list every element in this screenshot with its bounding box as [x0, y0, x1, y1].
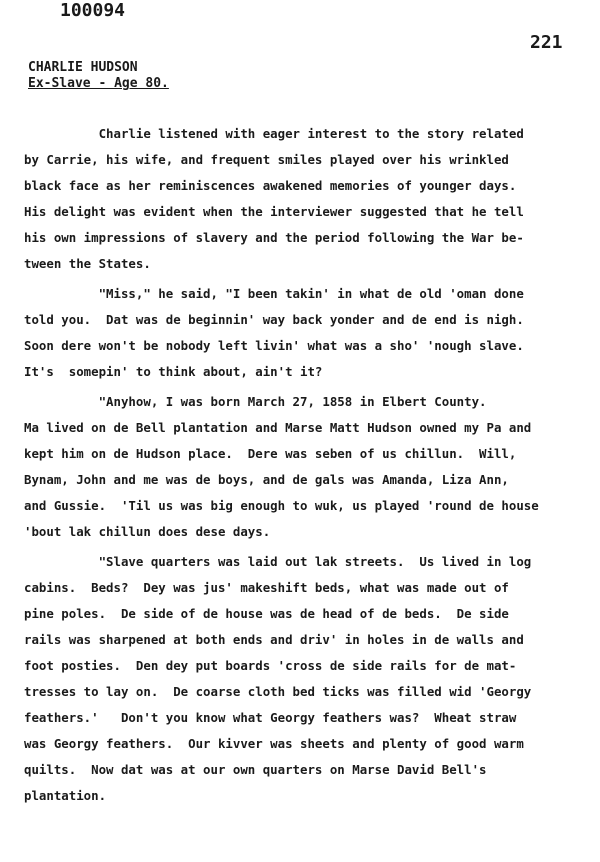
text-line: black face as her reminiscences awakened memories of younger days. — [24, 178, 517, 193]
text-line: cabins. Beds? Dey was jus' makeshift beds, what was made out of — [24, 580, 509, 595]
text-line: tween the States. — [24, 256, 151, 271]
text-line: Bynam, John and me was de boys, and de gals was Amanda, Liza Ann, — [24, 472, 509, 487]
text-line: his own impressions of slavery and the period following the War be- — [24, 230, 524, 245]
text-line: kept him on de Hudson place. Dere was seben of us chillun. Will, — [24, 446, 517, 461]
text-line: feathers.' Don't you know what Georgy feathers was? Wheat straw — [24, 710, 517, 725]
text-line: pine poles. De side of de house was de head of de beds. De side — [24, 606, 509, 621]
text-line: "Miss," he said, "I been takin' in what de old 'oman done — [24, 286, 524, 301]
file-number: 100094 — [60, 0, 126, 21]
subject-name: CHARLIE HUDSON — [28, 60, 138, 75]
text-line: foot posties. Den dey put boards 'cross de side rails for de mat- — [24, 658, 517, 673]
text-line: Ma lived on de Bell plantation and Marse Matt Hudson owned my Pa and — [24, 420, 532, 435]
page-number: 221 — [530, 32, 563, 53]
text-line: It's somepin' to think about, ain't it? — [24, 364, 323, 379]
subject-subtitle: Ex-Slave - Age 80. — [28, 76, 169, 91]
text-line: quilts. Now dat was at our own quarters on Marse David Bell's — [24, 762, 487, 777]
text-line: His delight was evident when the interviewer suggested that he tell — [24, 204, 524, 219]
text-line: "Anyhow, I was born March 27, 1858 in Elbert County. — [24, 394, 487, 409]
text-line: was Georgy feathers. Our kivver was sheets and plenty of good warm — [24, 736, 524, 751]
text-line: "Slave quarters was laid out lak streets. Us lived in log — [24, 554, 532, 569]
text-line: and Gussie. 'Til us was big enough to wuk, us played 'round de house — [24, 498, 539, 513]
text-line: Charlie listened with eager interest to the story related — [24, 126, 524, 141]
text-line: rails was sharpened at both ends and driv' in holes in de walls and — [24, 632, 524, 647]
text-line: Soon dere won't be nobody left livin' what was a sho' 'nough slave. — [24, 338, 524, 353]
text-line: by Carrie, his wife, and frequent smiles played over his wrinkled — [24, 152, 509, 167]
text-line: plantation. — [24, 788, 107, 803]
text-line: told you. Dat was de beginnin' way back yonder and de end is nigh. — [24, 312, 524, 327]
text-line: tresses to lay on. De coarse cloth bed ticks was filled wid 'Georgy — [24, 684, 532, 699]
text-line: 'bout lak chillun does dese days. — [24, 524, 271, 539]
document-heading — [28, 60, 169, 92]
